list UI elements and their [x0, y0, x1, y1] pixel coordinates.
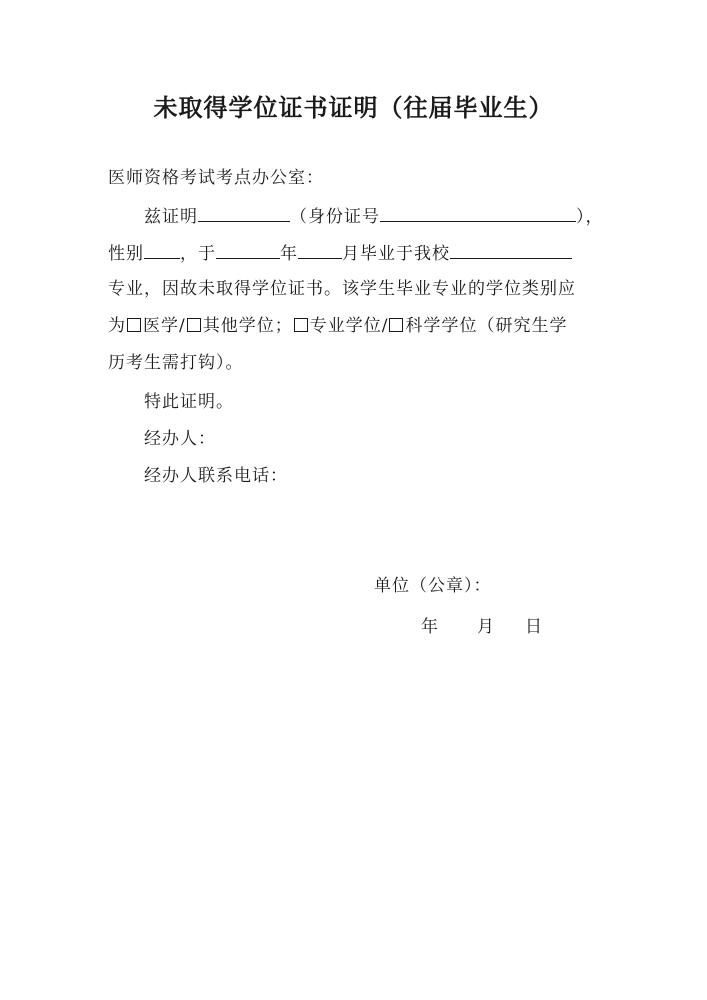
handler-label: 经办人： — [144, 429, 216, 449]
name-blank[interactable] — [198, 203, 290, 222]
degree-science-label: 科学学位（研究生学 — [405, 316, 568, 336]
checkbox-professional[interactable] — [294, 318, 308, 332]
unit-seal-line — [374, 574, 492, 598]
recipient-line — [108, 166, 324, 190]
id-close: ）， — [576, 207, 604, 227]
gender-blank[interactable] — [144, 240, 180, 259]
major-blank[interactable] — [450, 240, 572, 259]
date-year: 年 — [421, 617, 438, 637]
gender-grad-line — [108, 240, 572, 266]
month-blank[interactable] — [298, 240, 342, 259]
checkbox-medical[interactable] — [127, 318, 141, 332]
degree-prefix: 为 — [108, 316, 126, 336]
year-label: 年 — [280, 244, 298, 264]
degree-note: 历考生需打钩）。 — [108, 353, 244, 373]
hereby-line — [144, 390, 234, 414]
id-label: （身份证号 — [290, 207, 380, 227]
hereby-text: 特此证明。 — [144, 392, 234, 412]
degree-professional-label: 专业学位/ — [309, 316, 389, 336]
grad-school-label: 月毕业于我校 — [342, 244, 450, 264]
recipient-text: 医师资格考试考点办公室： — [108, 168, 324, 188]
gender-label: 性别 — [108, 244, 144, 264]
checkbox-other[interactable] — [187, 318, 201, 332]
date-month: 月 — [477, 617, 494, 637]
degree-note-line — [108, 351, 244, 375]
unit-seal-label: 单位（公章）： — [374, 576, 492, 596]
degree-medical-label: 医学/ — [143, 316, 186, 336]
certify-line — [144, 203, 604, 229]
certify-prefix: 兹证明 — [144, 207, 198, 227]
id-number-blank[interactable] — [380, 203, 576, 222]
sep-at: ，于 — [180, 244, 216, 264]
handler-line — [144, 427, 216, 451]
handler-phone-label: 经办人联系电话： — [144, 466, 288, 486]
checkbox-science[interactable] — [389, 318, 403, 332]
degree-type-line — [108, 314, 567, 338]
degree-other-label: 其他学位； — [202, 316, 293, 336]
date-day: 日 — [525, 617, 542, 637]
handler-phone-line — [144, 464, 288, 488]
document-title: 未取得学位证书证明（往届毕业生） — [153, 94, 554, 122]
major-line — [108, 277, 576, 301]
major-text: 专业，因故未取得学位证书。该学生毕业专业的学位类别应 — [108, 279, 576, 299]
year-blank[interactable] — [216, 240, 280, 259]
